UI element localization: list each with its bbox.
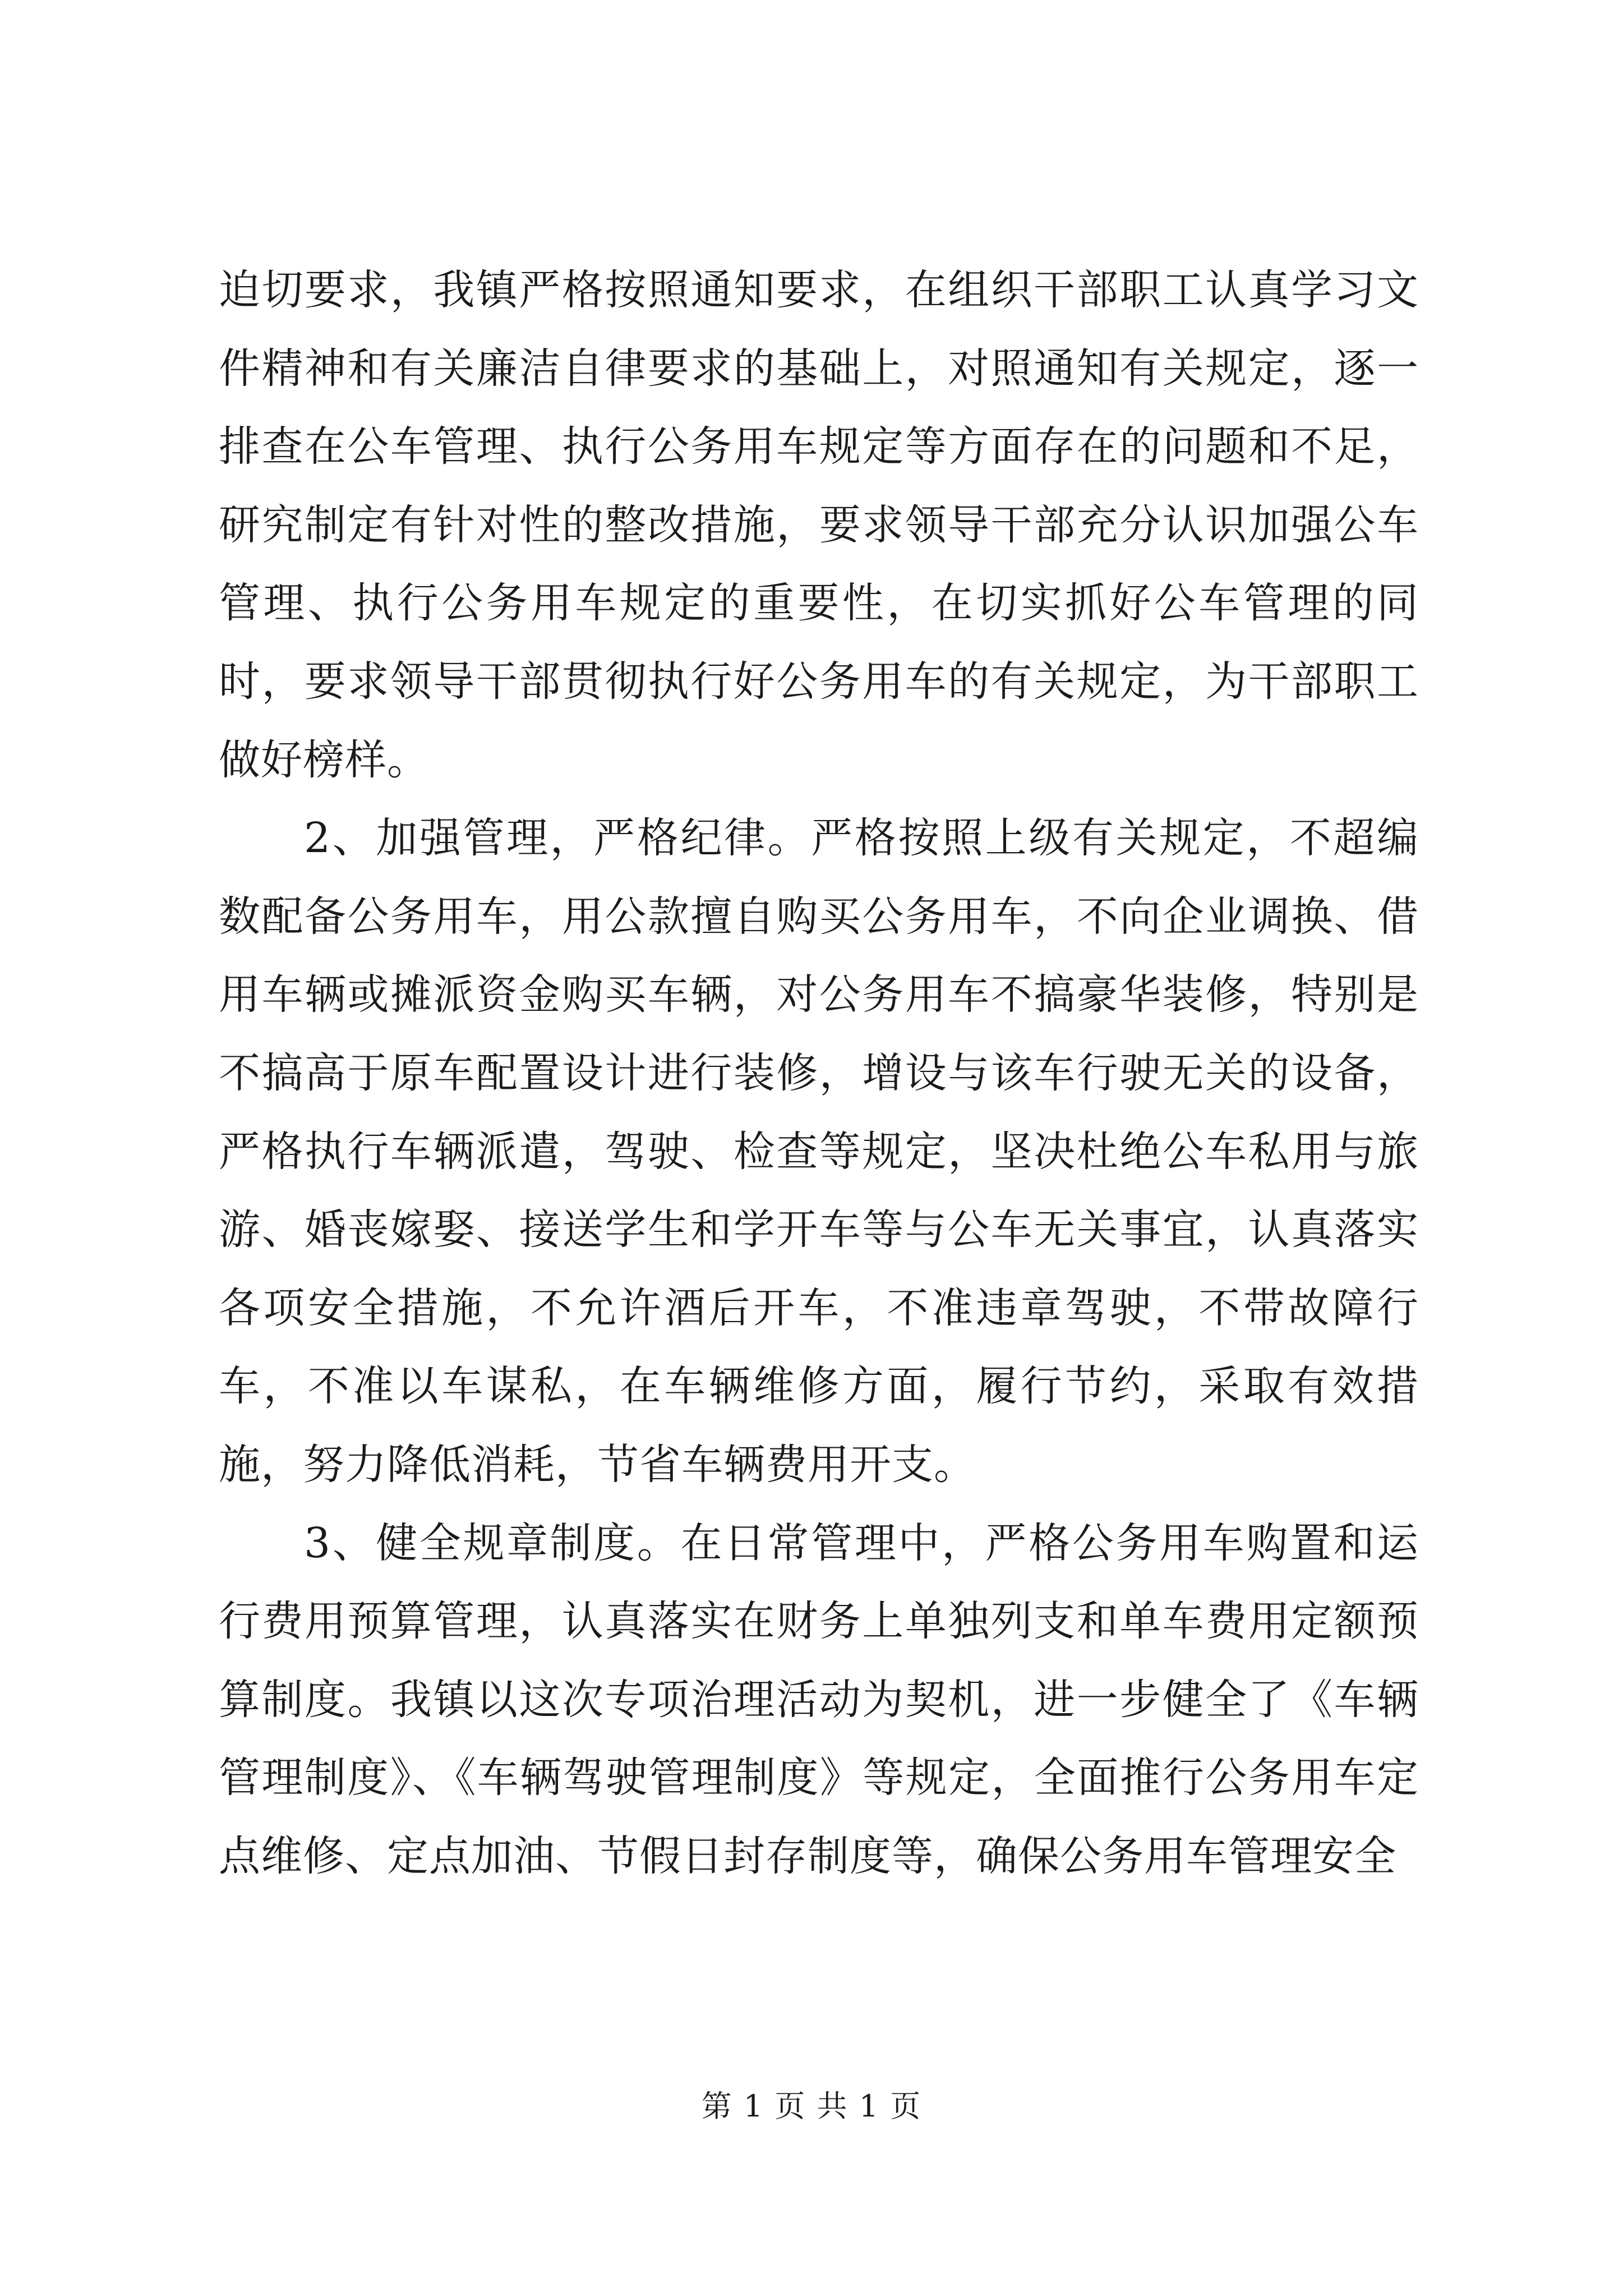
- page-number-footer: 第 1 页 共 1 页: [701, 2088, 922, 2124]
- document-body: [219, 251, 1419, 1895]
- paragraph-continuation: 迫切要求，我镇严格按照通知要求，在组织干部职工认真学习文件精神和有关廉洁自律要求的基础上，对照通知有关规定，逐一排查在公车管理、执行公务用车规定等方面存在的问题和不足，研究制定有针对性的整改措施，要求领导干部充分认识加强公车管理、执行公务用车规定的重要性，在切实抓好公车管理的同时，要求领导干部贯彻执行好公务用车的有关规定，为干部职工做好榜样。: [219, 266, 1419, 784]
- paragraph-item-3: 3、健全规章制度。在日常管理中，严格公务用车购置和运行费用预算管理，认真落实在财务上单独列支和单车费用定额预算制度。我镇以这次专项治理活动为契机，进一步健全了《车辆管理制度》、《车辆驾驶管理制度》等规定，全面推行公务用车定点维修、定点加油、节假日封存制度等，确保公务用车管理安全: [219, 1519, 1419, 1880]
- paragraph-item-2: 2、加强管理，严格纪律。严格按照上级有关规定，不超编数配备公务用车，用公款擅自购买公务用车，不向企业调换、借用车辆或摊派资金购买车辆，对公务用车不搞豪华装修，特别是不搞高于原车配置设计进行装修，增设与该车行驶无关的设备，严格执行车辆派遣，驾驶、检查等规定，坚决杜绝公车私用与旅游、婚丧嫁娶、接送学生和学开车等与公车无关事宜，认真落实各项安全措施，不允许酒后开车，不准违章驾驶，不带故障行车，不准以车谋私，在车辆维修方面，履行节约，采取有效措施，努力降低消耗，节省车辆费用开支。: [219, 814, 1419, 1489]
